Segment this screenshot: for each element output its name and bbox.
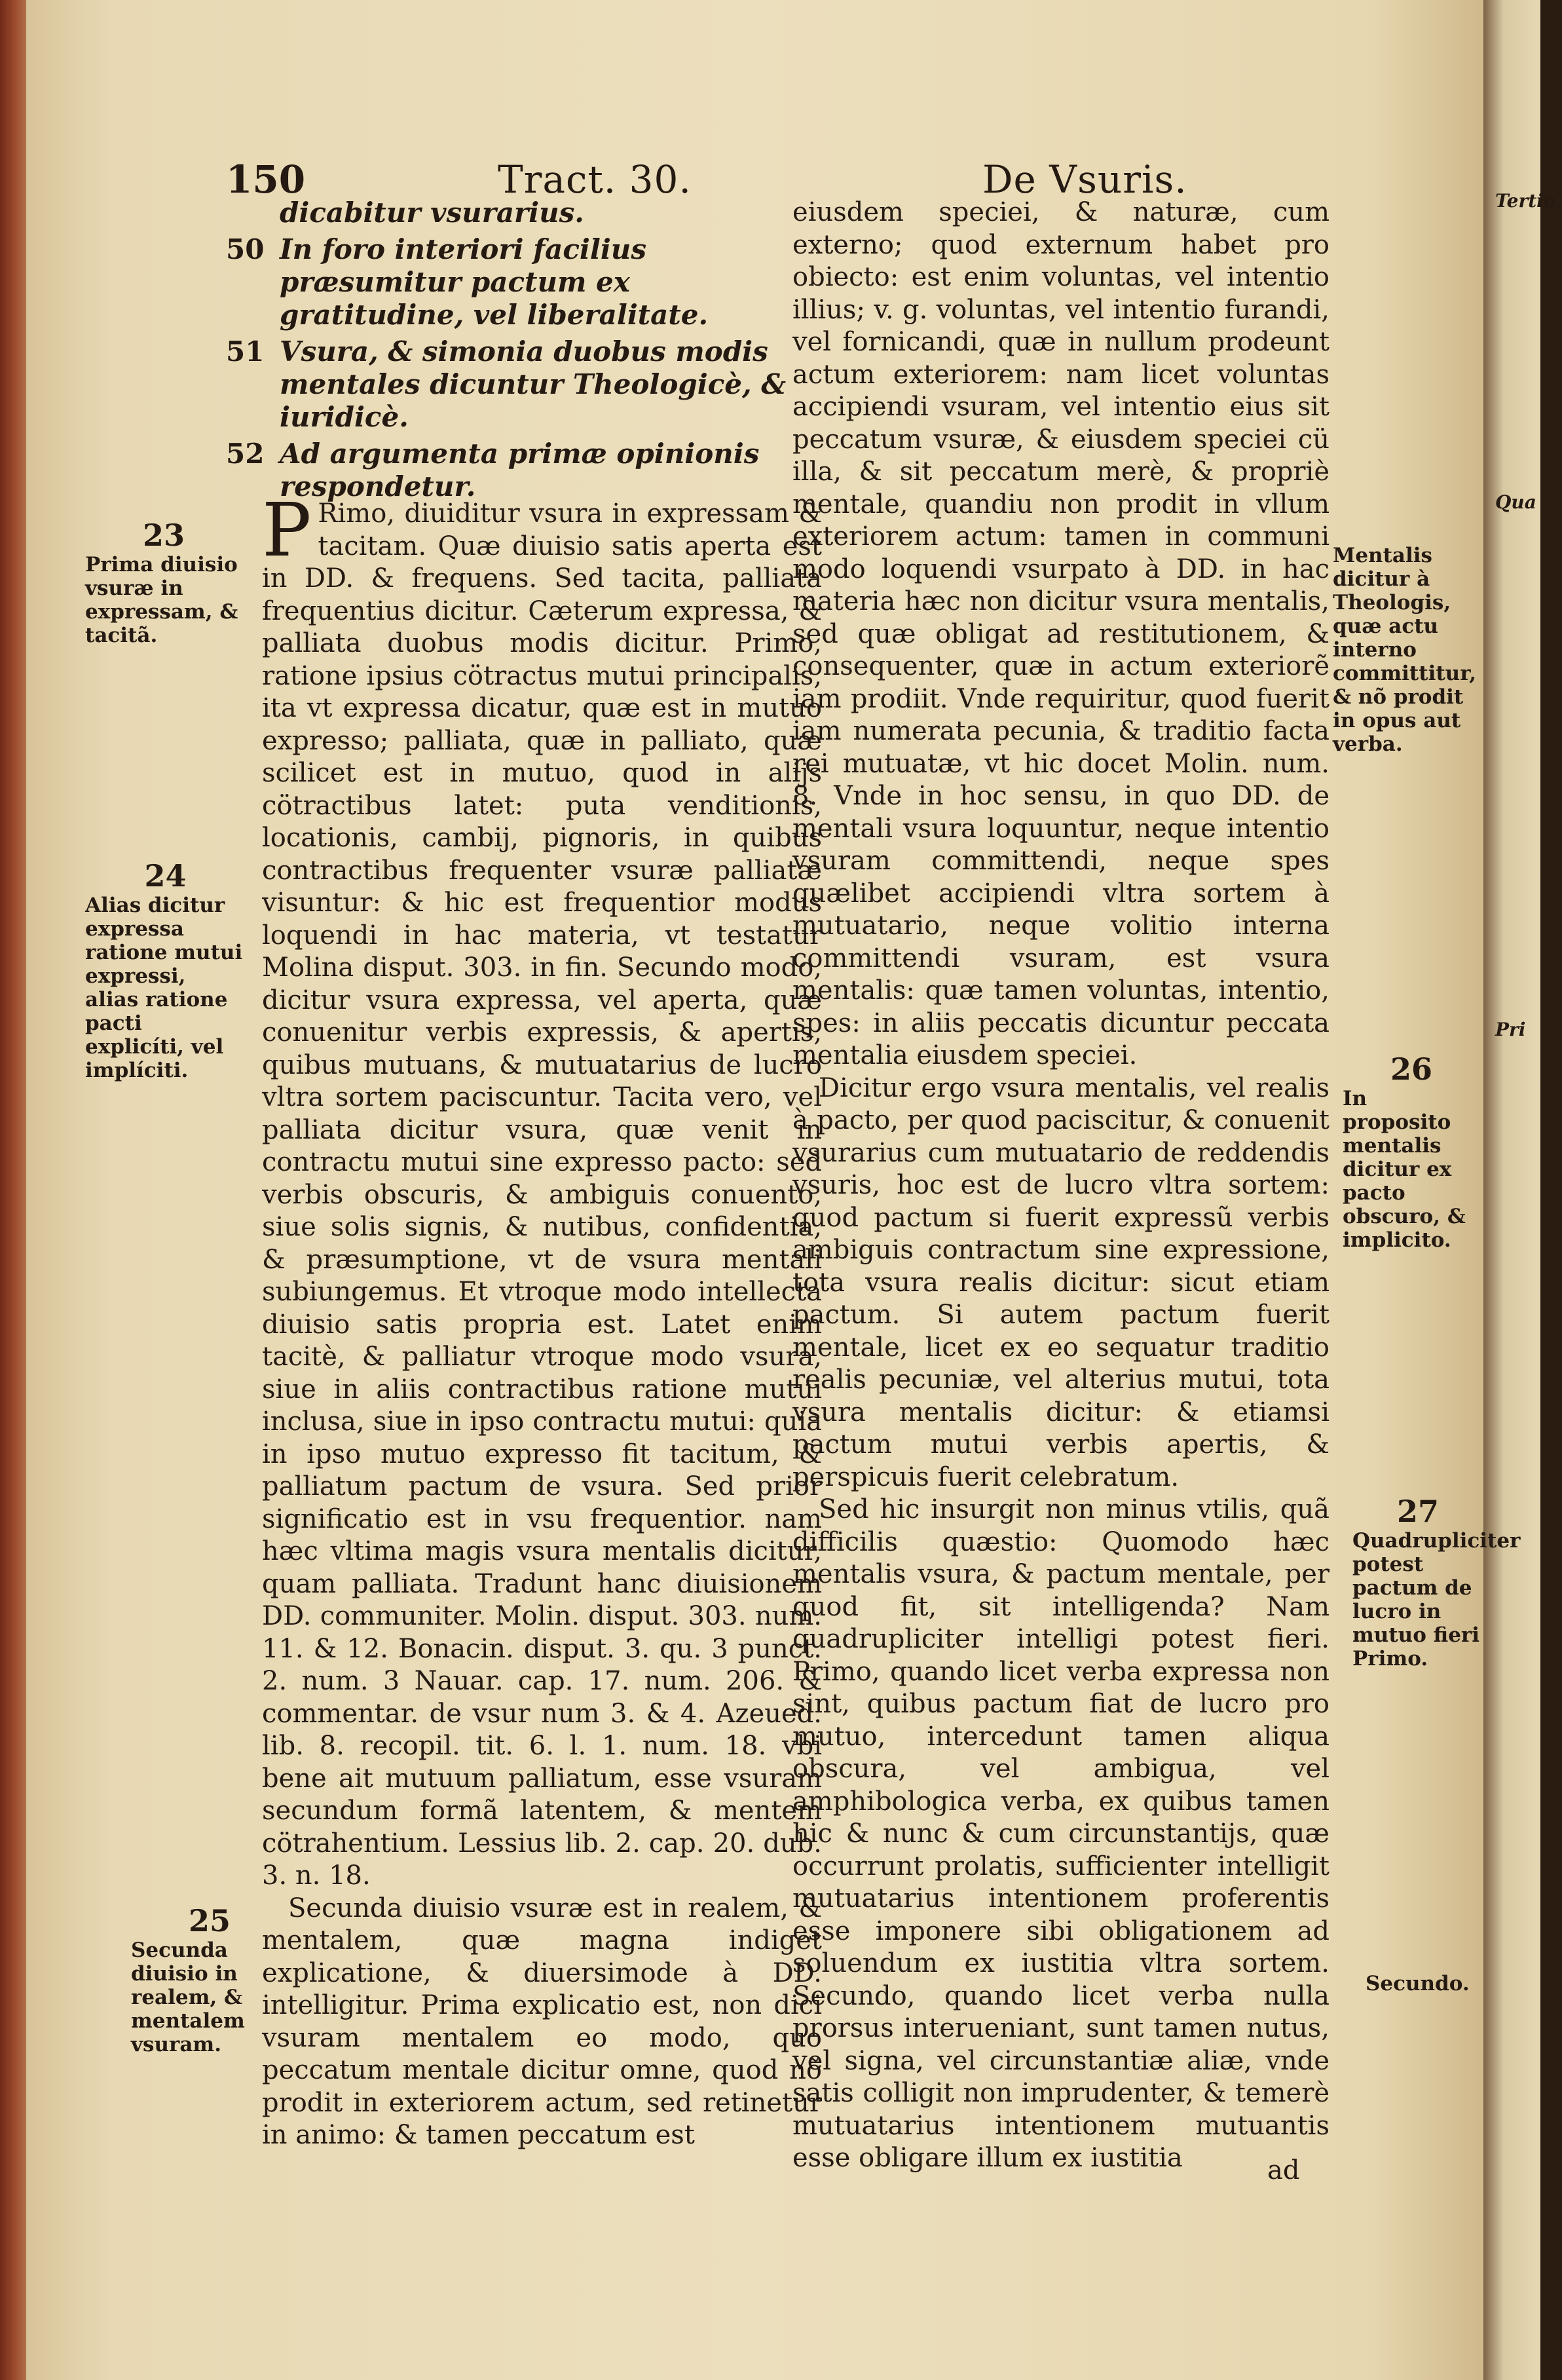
adjacent-page-edge [1483, 0, 1562, 2380]
summary-item-continued: dicabitur vsurarius. [280, 197, 584, 229]
summary-number: 51 [226, 335, 265, 368]
paragraph-text: Rimo, diuiditur vsura in expressam & tacitam. Quæ diuisio satis aperta est in DD. & frequens. Sed tacita, palliata frequentius dicitur. Cæterum expressa, & palliata duobus modis dicitur. Primo, ratione ipsius cötractus mutui principalis, ita vt expressa dicatur, quæ est in mutuo expresso; palliata, quæ in palliato, quæ scilicet est in mutuo, quod in alijs cötractibus latet: puta venditionis, locationis, cambij, pignoris, in quibus contractibus frequenter vsuræ palliatæ visuntur: & hic est frequentior modus loquendi in hac materia, vt testatur Molina disput. 303. in fin. Secundo modo, dicitur vsura expressa, vel aperta, quæ conuenitur verbis expressis, & apertis, quibus mutuans, & mutuatarius de lucro vltra sortem paciscuntur. Tacita vero, vel palliata dicitur vsura, quæ venit in contractu mutui sine expresso pacto: sed verbis obscuris, & ambiguis conuento, siue solis signis, & nutibus, confidentia, & præsumptione, vt de vsura mentali subiungemus. Et vtroque modo intellecta diuisio satis propria est. Latet enim tacitè, & palliatur vtroque modo vsura, siue in aliis contractibus ratione mutui inclusa, siue in ipso contractu mutui: quia in ipso mutuo expresso fit tacitum, & palliatum pactum de vsura. Sed prior significatio est in vsu frequentior. nam hæc vltima magis vsura mentalis dicitur, quam palliata. Tradunt hanc diuisionem DD. communiter. Molin. disput. 303. num. 11. & 12. Bonacin. disput. 3. qu. 3 punct. 2. num. 3 Nauar. cap. 17. num. 206. & commentar. de vsur num 3. & 4. Azeued. lib. 8. recopil. tit. 6. l. 1. num. 18. vbi bene ait mutuum palliatum, esse vsuram secundum formã latentem, & mentem cötrahentium. Lessius lib. 2. cap. 20. dub. 3. n. 18. [262, 499, 822, 1891]
margin-text: Quadrupliciter potest pactum de lucro in mutuo fieri Primo. [1352, 1529, 1521, 1671]
adjacent-page-fragment: Qua [1495, 491, 1536, 513]
margin-number: 23 [142, 518, 185, 553]
running-head-tract: Tract. 30. [498, 157, 692, 202]
margin-note-27 [1352, 1494, 1521, 1671]
margin-note-24 [85, 858, 246, 1082]
page-number: 150 [226, 157, 306, 202]
margin-number: 27 [1396, 1494, 1439, 1529]
right-text-column [792, 197, 1330, 2175]
margin-text: Secunda diuisio in realem, & mentalem vsuram. [131, 1938, 245, 2056]
margin-text: Prima diuisio vsuræ in expressam, & tacitã. [85, 553, 238, 647]
summary-list [226, 197, 789, 507]
summary-number: 50 [226, 233, 265, 265]
margin-note-secundo [1366, 1972, 1477, 1995]
margin-text: In proposito mentalis dicitur ex pacto obscuro, & implicito. [1343, 1087, 1466, 1252]
summary-text: In foro interiori facilius præsumitur pactum ex gratitudine, vel liberalitate. [280, 233, 709, 331]
drop-cap: P [262, 488, 312, 573]
summary-item [226, 233, 789, 331]
margin-note-mentalis [1333, 544, 1480, 756]
paragraph-primo [262, 488, 822, 1893]
margin-number: 24 [144, 858, 187, 894]
adjacent-page-fragment: Pri [1495, 1019, 1526, 1040]
margin-text: Alias dicitur expressa ratione mutui expressi, alias ratione pacti explicíti, vel implíciti. [85, 894, 243, 1082]
margin-number: 26 [1390, 1051, 1432, 1087]
margin-number: 25 [188, 1903, 231, 1938]
catchword: ad [1267, 2155, 1300, 2185]
left-text-column [262, 488, 822, 2152]
running-head-title: De Vsuris. [982, 157, 1187, 202]
paragraph-dicitur: Dicitur ergo vsura mentalis, vel realis à pacto, per quod paciscitur, & conuenit vsurarius cum mutuatario de reddendis vsuris, hoc est de lucro vltra sortem: quod pactum si fuerit expressũ verbis ambiguis contractum sine expressione, tota vsura realis dicitur: sicut etiam pactum. Si autem pactum fuerit mentale, licet ex eo sequatur traditio realis pecuniæ, vel alterius mutui, tota vsura mentalis dicitur: & etiamsi pactum mutui verbis apertis, & perspicuis fuerit celebratum. [792, 1072, 1330, 1492]
adjacent-page-fragment: Tertio. [1495, 190, 1562, 212]
paragraph-secunda: Secunda diuisio vsuræ est in realem, & mentalem, quæ magna indiget explicatione, & diuersimode à DD. intelligitur. Prima explicatio est, non dici vsuram mentalem eo modo, quo peccatum mentale dicitur omne, quod nõ prodit in exteriorem actum, sed retinetur in animo: & tamen peccatum est [262, 1893, 822, 2150]
margin-note-23 [85, 518, 242, 647]
margin-text: Mentalis dicitur à Theologis, quæ actu interno committitur, & nõ prodit in opus aut verba. [1333, 544, 1477, 756]
margin-text: Secundo. [1366, 1972, 1470, 1995]
summary-text: Ad argumenta primæ opinionis respondetur. [280, 438, 760, 502]
paragraph-quaestio: Sed hic insurgit non minus vtilis, quã difficilis quæstio: Quomodo hæc mentalis vsura, & pactum mentale, per quod fit, sit intelligenda? Nam quadrupliciter intelligi potest fieri. Primo, quando licet verba expressa non sint, quibus pactum fiat de lucro pro mutuo, intercedunt tamen aliqua obscura, vel ambigua, vel amphibologica verba, ex quibus tamen hic & nunc & cum circunstantijs, quæ occurrunt prolatis, sufficienter intelligit mutuatarius intentionem proferentis esse imponere sibi obligationem ad soluendum ex iustitia vltra sortem. Secundo, quando licet verba nulla prorsus interueniant, sunt tamen nutus, vel signa, vel circunstantiæ aliæ, vnde satis colligit non imprudenter, & temerè mutuatarius intentionem mutuantis esse obligare illum ex iustitia [792, 1494, 1330, 2173]
summary-text: Vsura, & simonia duobus modis mentales dicuntur Theologicè, & iuridicè. [280, 335, 787, 433]
summary-number: 52 [226, 438, 265, 470]
summary-item [226, 335, 789, 434]
page-edge-left [0, 0, 26, 2380]
paragraph-eiusdem: eiusdem speciei, & naturæ, cum externo; quod externum habet pro obiecto: est enim voluntas, vel intentio illius; v. g. voluntas, vel intentio furandi, vel fornicandi, quæ in nullum prodeunt actum exteriorem: nam licet voluntas accipiendi vsuram, vel intentio eius sit peccatum vsuræ, & eiusdem speciei cü illa, & sit peccatum merè, & propriè mentale, quandiu non prodit in vllum exteriorem actum: tamen in communi modo loquendi vsurpato à DD. in hac materia hæc non dicitur vsura mentalis, sed quæ obligat ad restitutionem, & consequenter, quæ in actum exteriorẽ iam prodiit. Vnde requiritur, quod fuerit iam numerata pecunia, & traditio facta rei mutuatæ, vt hic docet Molin. num. 8. Vnde in hoc sensu, in quo DD. de mentali vsura loquuntur, neque intentio vsuram committendi, neque spes quælibet accipiendi vltra sortem à mutuatario, neque volitio interna committendi vsuram, est vsura mentalis: quæ tamen voluntas, intentio, spes: in aliis peccatis dicuntur peccata mentalia eiusdem speciei. [792, 197, 1330, 1070]
margin-note-25 [131, 1903, 288, 2056]
margin-note-26 [1343, 1051, 1480, 1252]
